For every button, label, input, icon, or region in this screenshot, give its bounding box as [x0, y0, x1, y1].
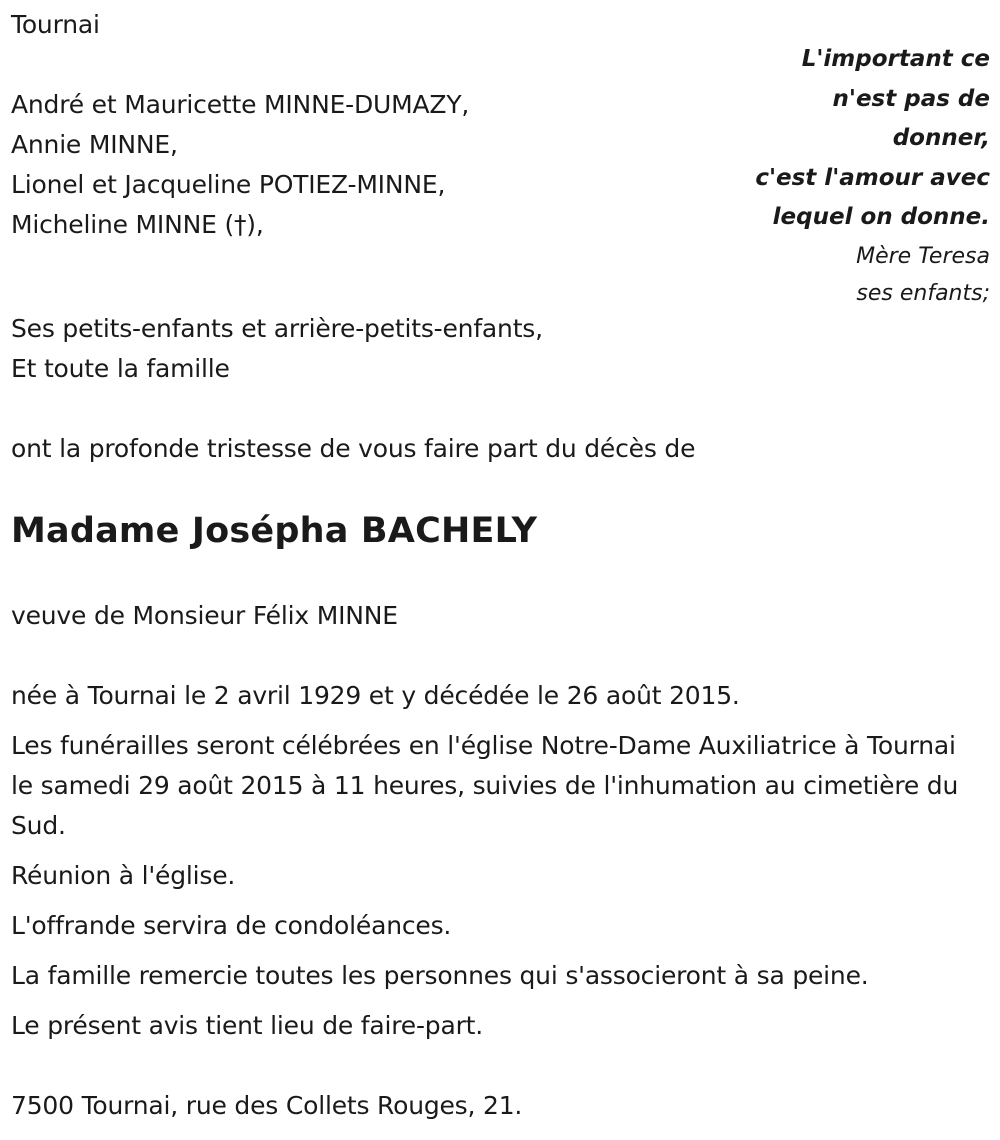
spouse-line: veuve de Monsieur Félix MINNE — [11, 601, 398, 630]
family-member: Annie MINNE, — [11, 130, 178, 159]
notice-line: Le présent avis tient lieu de faire-part. — [11, 1011, 484, 1040]
thanks-line: La famille remercie toutes les personnes qui s'associeront à sa peine. — [11, 961, 869, 990]
quote-line: lequel on donne. — [772, 204, 990, 230]
family-member: Lionel et Jacqueline POTIEZ-MINNE, — [11, 170, 446, 199]
quote-line: donner, — [892, 125, 990, 151]
place-header: Tournai — [11, 10, 100, 39]
quote-line: n'est pas de — [832, 85, 990, 112]
funeral-paragraph: Les funérailles seront célébrées en l'église Notre-Dame Auxiliatrice à Tournai le samedi 29 août 2015 à 11 heures, suivies de l'inhumation au cimetière du Sud. — [11, 731, 959, 840]
quote-signature: ses enfants; — [856, 280, 990, 306]
family-other: Ses petits-enfants et arrière-petits-enfants, — [11, 314, 543, 343]
quote-block — [755, 40, 990, 312]
quote-line: c'est l'amour avec — [755, 164, 990, 191]
quote-author: Mère Teresa — [856, 243, 990, 269]
announcement-intro: ont la profonde tristesse de vous faire part du décès de — [11, 434, 696, 463]
address-line: 7500 Tournai, rue des Collets Rouges, 21. — [11, 1091, 523, 1120]
meeting-line: Réunion à l'église. — [11, 861, 236, 890]
family-member: Micheline MINNE (†), — [11, 210, 264, 239]
offering-line: L'offrande servira de condoléances. — [11, 911, 452, 940]
family-other: Et toute la famille — [11, 354, 230, 383]
quote-line: L'important ce — [801, 46, 990, 72]
birth-death-line: née à Tournai le 2 avril 1929 et y décédée le 26 août 2015. — [11, 681, 740, 710]
family-member: André et Mauricette MINNE-DUMAZY, — [11, 90, 470, 119]
deceased-name: Madame Josépha BACHELY — [11, 511, 538, 551]
